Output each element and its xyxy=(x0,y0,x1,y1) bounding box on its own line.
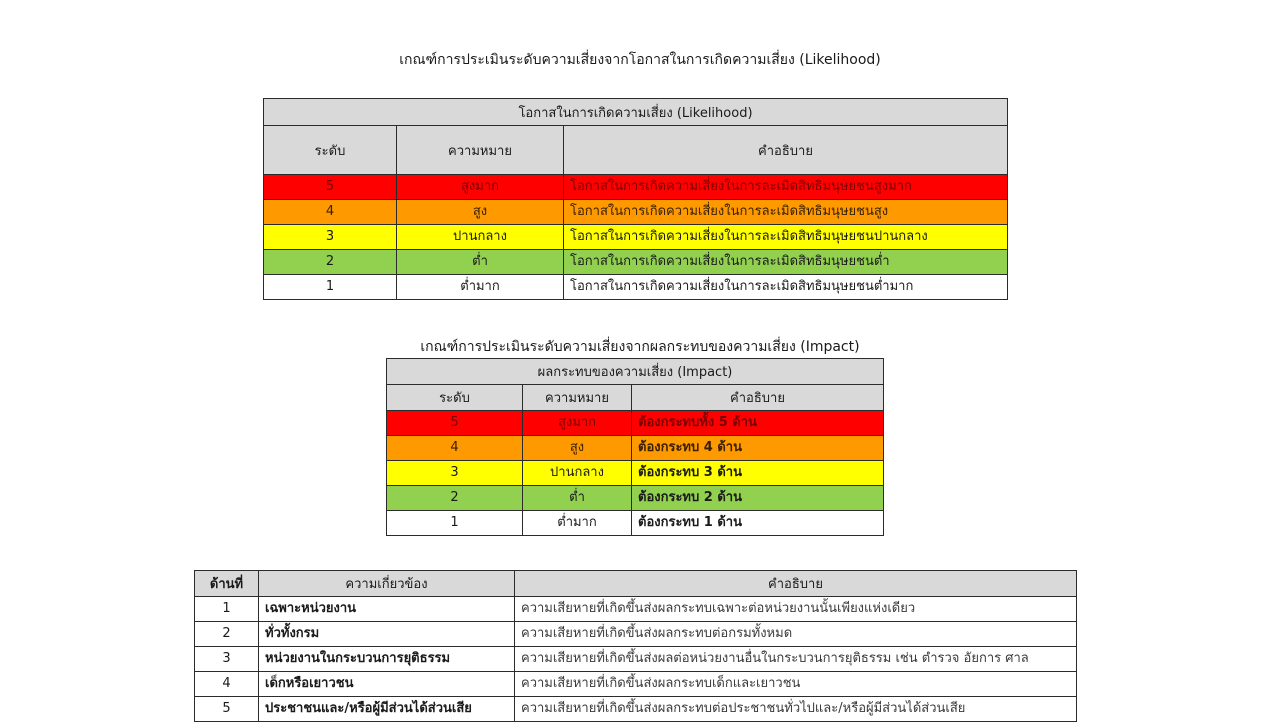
meaning-cell: ปานกลาง xyxy=(523,461,632,486)
likelihood-title: เกณฑ์การประเมินระดับความเสี่ยงจากโอกาสในการเกิดความเสี่ยง (Likelihood) xyxy=(399,52,881,68)
impact-table xyxy=(386,358,884,536)
impact-table-caption: ผลกระทบของความเสี่ยง (Impact) xyxy=(387,359,884,385)
table-row xyxy=(387,461,884,486)
dimension-no-cell: 1 xyxy=(195,597,259,622)
dimension-no-cell: 3 xyxy=(195,647,259,672)
description-cell: โอกาสในการเกิดความเสี่ยงในการละเมิดสิทธิมนุษยชนปานกลาง xyxy=(564,225,1008,250)
level-cell: 3 xyxy=(264,225,397,250)
likelihood-table xyxy=(263,98,1008,300)
dimension-no-cell: 2 xyxy=(195,622,259,647)
header-dimension-no: ด้านที่ xyxy=(195,571,259,597)
table-row xyxy=(195,672,1077,697)
level-cell: 1 xyxy=(264,275,397,300)
relation-cell: หน่วยงานในกระบวนการยุติธรรม xyxy=(259,647,515,672)
meaning-cell: สูง xyxy=(397,200,564,225)
table-row xyxy=(264,175,1008,200)
table-row xyxy=(387,436,884,461)
header-level: ระดับ xyxy=(387,385,523,411)
table-row xyxy=(195,697,1077,722)
description-cell: ต้องกระทบ 4 ด้าน xyxy=(632,436,884,461)
table-row xyxy=(264,225,1008,250)
level-cell: 5 xyxy=(264,175,397,200)
header-meaning: ความหมาย xyxy=(397,126,564,175)
description-cell: ความเสียหายที่เกิดขึ้นส่งผลกระทบต่อกรมทั้งหมด xyxy=(515,622,1077,647)
impact-title: เกณฑ์การประเมินระดับความเสี่ยงจากผลกระทบของความเสี่ยง (Impact) xyxy=(420,339,860,355)
description-cell: ความเสียหายที่เกิดขึ้นส่งผลต่อหน่วยงานอื่นในกระบวนการยุติธรรม เช่น ตำรวจ อัยการ ศาล xyxy=(515,647,1077,672)
table-row xyxy=(264,200,1008,225)
description-cell: โอกาสในการเกิดความเสี่ยงในการละเมิดสิทธิมนุษยชนสูง xyxy=(564,200,1008,225)
table-row xyxy=(195,597,1077,622)
description-cell: ต้องกระทบ 2 ด้าน xyxy=(632,486,884,511)
meaning-cell: สูง xyxy=(523,436,632,461)
header-description: คำอธิบาย xyxy=(515,571,1077,597)
table-row xyxy=(264,275,1008,300)
dimension-no-cell: 4 xyxy=(195,672,259,697)
meaning-cell: สูงมาก xyxy=(523,411,632,436)
level-cell: 1 xyxy=(387,511,523,536)
header-meaning: ความหมาย xyxy=(523,385,632,411)
meaning-cell: สูงมาก xyxy=(397,175,564,200)
header-description: คำอธิบาย xyxy=(564,126,1008,175)
relation-cell: ทั่วทั้งกรม xyxy=(259,622,515,647)
header-description: คำอธิบาย xyxy=(632,385,884,411)
description-cell: โอกาสในการเกิดความเสี่ยงในการละเมิดสิทธิมนุษยชนต่ำ xyxy=(564,250,1008,275)
impact-dimensions-table xyxy=(194,570,1077,722)
meaning-cell: ต่ำมาก xyxy=(397,275,564,300)
description-cell: โอกาสในการเกิดความเสี่ยงในการละเมิดสิทธิมนุษยชนต่ำมาก xyxy=(564,275,1008,300)
meaning-cell: ต่ำ xyxy=(523,486,632,511)
description-cell: ความเสียหายที่เกิดขึ้นส่งผลกระทบเด็กและเยาวชน xyxy=(515,672,1077,697)
likelihood-table-caption: โอกาสในการเกิดความเสี่ยง (Likelihood) xyxy=(264,99,1008,126)
table-row xyxy=(264,250,1008,275)
relation-cell: เฉพาะหน่วยงาน xyxy=(259,597,515,622)
description-cell: ต้องกระทบทั้ง 5 ด้าน xyxy=(632,411,884,436)
header-relation: ความเกี่ยวข้อง xyxy=(259,571,515,597)
table-row xyxy=(387,486,884,511)
dimension-no-cell: 5 xyxy=(195,697,259,722)
meaning-cell: ต่ำมาก xyxy=(523,511,632,536)
table-row xyxy=(387,511,884,536)
meaning-cell: ปานกลาง xyxy=(397,225,564,250)
relation-cell: ประชาชนและ/หรือผู้มีส่วนได้ส่วนเสีย xyxy=(259,697,515,722)
table-row xyxy=(195,647,1077,672)
level-cell: 4 xyxy=(387,436,523,461)
level-cell: 5 xyxy=(387,411,523,436)
description-cell: ความเสียหายที่เกิดขึ้นส่งผลกระทบต่อประชาชนทั่วไปและ/หรือผู้มีส่วนได้ส่วนเสีย xyxy=(515,697,1077,722)
meaning-cell: ต่ำ xyxy=(397,250,564,275)
description-cell: ความเสียหายที่เกิดขึ้นส่งผลกระทบเฉพาะต่อหน่วยงานนั้นเพียงแห่งเดียว xyxy=(515,597,1077,622)
relation-cell: เด็กหรือเยาวชน xyxy=(259,672,515,697)
table-row xyxy=(387,411,884,436)
level-cell: 3 xyxy=(387,461,523,486)
table-row xyxy=(195,622,1077,647)
level-cell: 2 xyxy=(387,486,523,511)
level-cell: 2 xyxy=(264,250,397,275)
description-cell: ต้องกระทบ 1 ด้าน xyxy=(632,511,884,536)
description-cell: โอกาสในการเกิดความเสี่ยงในการละเมิดสิทธิมนุษยชนสูงมาก xyxy=(564,175,1008,200)
header-level: ระดับ xyxy=(264,126,397,175)
level-cell: 4 xyxy=(264,200,397,225)
description-cell: ต้องกระทบ 3 ด้าน xyxy=(632,461,884,486)
